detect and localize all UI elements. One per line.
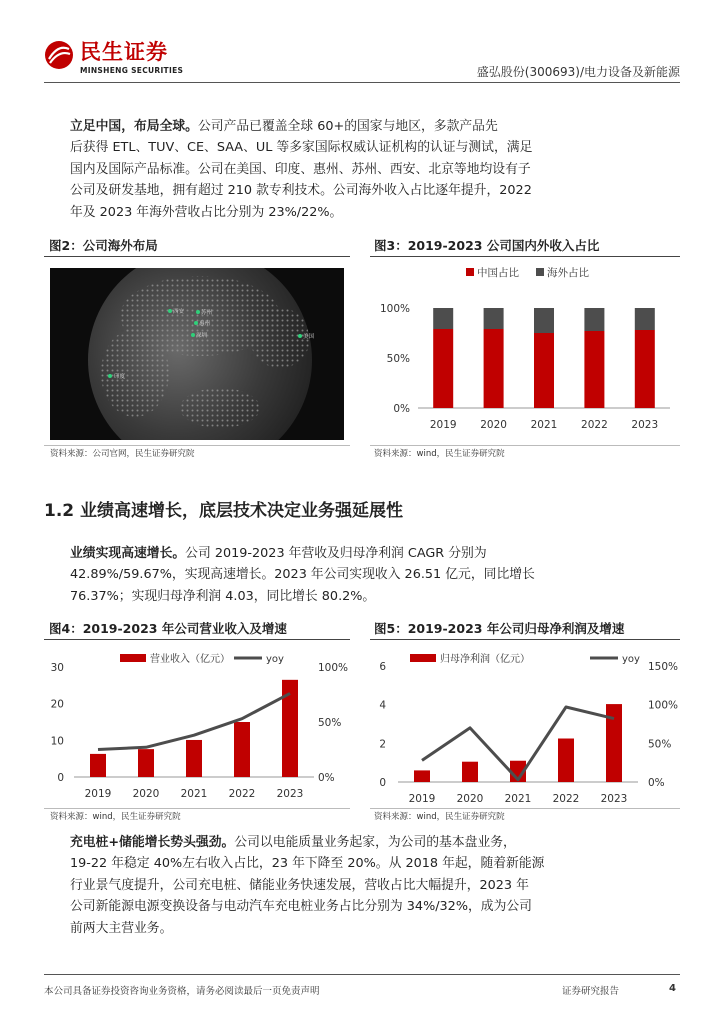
bar (186, 740, 202, 777)
figure4-source-line (44, 808, 350, 809)
figure3-title: 图3：2019-2023 公司国内外收入占比 (374, 238, 600, 253)
paragraph-line: 公司新能源电源变换设备与电动汽车充电桩业务占比分别为 34%/32%，成为公司 (70, 899, 532, 915)
figure3-title-line (370, 256, 680, 257)
figure2-title-line (44, 256, 350, 257)
y-tick-label: 100% (379, 303, 410, 315)
legend-bar-swatch (120, 654, 146, 662)
y-right-tick-label: 100% (318, 662, 349, 674)
x-tick-label: 2019 (84, 788, 112, 800)
y-left-tick-label: 20 (50, 698, 64, 711)
bar-overseas (433, 308, 453, 329)
y-left-tick-label: 2 (379, 738, 386, 751)
paragraph-line: 前两大主营业务。 (70, 920, 173, 936)
legend-bar-label: 营业收入（亿元） (150, 654, 230, 665)
x-tick-label: 2022 (581, 419, 608, 431)
paragraph-charging-storage (70, 832, 680, 939)
x-tick-label: 2021 (180, 788, 208, 800)
y-right-tick-label: 0% (318, 772, 335, 784)
figure5-chart (370, 642, 680, 806)
bar-domestic (534, 333, 554, 408)
x-tick-label: 2021 (504, 793, 532, 805)
legend-bar-swatch (410, 654, 436, 662)
x-tick-label: 2023 (276, 788, 304, 800)
paragraph-line: 行业景气度提升，公司充电桩、储能业务快速发展，营收占比大幅提升，2023 年 (70, 877, 529, 893)
bar-domestic (484, 329, 504, 408)
map-label-usa: 美国 (303, 334, 315, 340)
map-label-huizhou: 惠州 (199, 321, 211, 327)
x-tick-label: 2020 (456, 793, 484, 805)
paragraph-line: 充电桩+储能增长势头强劲。公司以电能质量业务起家，为公司的基本盘业务， (70, 835, 516, 850)
map-label-suzhou: 苏州 (201, 310, 213, 316)
y-right-tick-label: 50% (318, 717, 342, 729)
y-left-tick-label: 10 (50, 735, 64, 748)
paragraph-lead: 立足中国，布局全球。 (70, 119, 198, 134)
paragraph-line: 公司及研发基地，拥有超过 210 款专利技术。公司海外收入占比逐年提升，2022 (70, 183, 532, 199)
x-tick-label: 2020 (132, 788, 160, 800)
x-tick-label: 2022 (552, 793, 580, 805)
legend-line-label: yoy (622, 654, 640, 665)
x-tick-label: 2020 (480, 419, 507, 431)
paragraph-lead: 业绩实现高速增长。 (70, 546, 186, 561)
bar (90, 754, 106, 777)
footer-divider (44, 974, 680, 975)
y-right-tick-label: 0% (648, 777, 665, 789)
figure4-title-line (44, 639, 350, 640)
report-label: 盛弘股份(300693)/电力设备及新能源 (476, 65, 680, 79)
bar (462, 762, 478, 782)
brand-name: 民生证券 (80, 40, 168, 64)
x-tick-label: 2021 (530, 419, 558, 431)
y-right-tick-label: 150% (648, 661, 679, 673)
paragraph-line: 42.89%/59.67%，实现高速增长。2023 年公司实现收入 26.51 亿元，同比增长 (70, 567, 535, 583)
figure4-source: 资料来源：wind，民生证券研究院 (50, 812, 181, 822)
footer-disclaimer: 本公司具备证券投资咨询业务资格，请务必阅读最后一页免责声明 (44, 986, 320, 997)
paragraph-performance (70, 543, 680, 607)
paragraph-line: 国内及国际产品标准。公司在美国、印度、惠州、苏州、西安、北京等地均设有子 (70, 161, 531, 177)
map-label-shenzhen: 深圳 (196, 333, 208, 339)
x-tick-label: 2022 (228, 788, 256, 800)
bar-overseas (484, 308, 504, 329)
bar (234, 722, 250, 777)
map-label-xian: 西安 (173, 309, 185, 315)
legend-line-label: yoy (266, 654, 284, 665)
x-tick-label: 2019 (408, 793, 436, 805)
y-left-tick-label: 0 (57, 772, 64, 784)
paragraph-lead: 充电桩+储能增长势头强劲。 (70, 835, 235, 850)
y-tick-label: 0% (393, 403, 410, 415)
paragraph-line: 业绩实现高速增长。公司 2019-2023 年营收及归母净利润 CAGR 分别为 (70, 546, 487, 561)
paragraph-global-layout (70, 116, 680, 223)
y-left-tick-label: 6 (379, 661, 386, 673)
paragraph-line: 76.37%；实现归母净利润 4.03，同比增长 80.2%。 (70, 588, 376, 604)
y-right-tick-label: 100% (648, 699, 679, 712)
y-right-tick-label: 50% (648, 738, 672, 751)
bar-overseas (534, 308, 554, 333)
figure5-title: 图5：2019-2023 年公司归母净利润及增速 (374, 621, 625, 636)
legend-label-1: 海外占比 (547, 267, 589, 279)
paragraph-line: 19-22 年稳定 40%左右收入占比，23 年下降至 20%。从 2018 年起，随着新能源 (70, 856, 545, 872)
y-tick-label: 50% (386, 353, 410, 365)
figure3-chart (370, 258, 680, 442)
figure5-source: 资料来源：wind，民生证券研究院 (374, 812, 505, 822)
map-label-india: 印度 (114, 374, 126, 380)
bar-overseas (635, 308, 655, 330)
figure3-source-line (370, 445, 680, 446)
figure4-title: 图4：2019-2023 年公司营业收入及增速 (49, 621, 287, 636)
figure5-title-line (370, 639, 680, 640)
brand-logo-icon (44, 40, 74, 70)
page-number: 4 (669, 983, 676, 994)
footer-report-type: 证券研究报告 (562, 986, 620, 997)
legend-label-0: 中国占比 (477, 267, 519, 279)
brand-name-en: MINSHENG SECURITIES (80, 66, 184, 75)
figure2-title: 图2：公司海外布局 (49, 238, 158, 253)
paragraph-line: 立足中国，布局全球。公司产品已覆盖全球 60+的国家与地区，多款产品先 (70, 119, 498, 134)
figure2-source: 资料来源：公司官网，民生证券研究院 (50, 449, 195, 459)
paragraph-line: 后获得 ETL、TUV、CE、SAA、UL 等多家国际权威认证机构的认证与测试，满足 (70, 140, 533, 156)
section-title: 1.2 业绩高速增长，底层技术决定业务强延展性 (44, 501, 404, 521)
legend-swatch-0 (466, 268, 474, 276)
legend-bar-label: 归母净利润（亿元） (440, 654, 530, 665)
x-tick-label: 2023 (600, 793, 628, 805)
bar-domestic (433, 329, 453, 408)
bar (414, 770, 430, 782)
bar-domestic (584, 331, 604, 408)
y-left-tick-label: 0 (379, 777, 386, 789)
bar (138, 749, 154, 777)
figure2-source-line (44, 445, 350, 446)
legend-swatch-1 (536, 268, 544, 276)
bar (558, 739, 574, 783)
bar-domestic (635, 330, 655, 408)
x-tick-label: 2023 (631, 419, 659, 431)
figure5-source-line (370, 808, 680, 809)
y-left-tick-label: 4 (379, 699, 386, 712)
x-tick-label: 2019 (429, 419, 457, 431)
figure4-chart (44, 642, 350, 806)
bar-overseas (584, 308, 604, 331)
y-left-tick-label: 30 (50, 662, 64, 674)
overseas-map-image (50, 268, 344, 440)
paragraph-line: 年及 2023 年海外营收占比分别为 23%/22%。 (70, 204, 343, 220)
figure3-source: 资料来源：wind，民生证券研究院 (374, 449, 505, 459)
header-divider (44, 82, 680, 83)
